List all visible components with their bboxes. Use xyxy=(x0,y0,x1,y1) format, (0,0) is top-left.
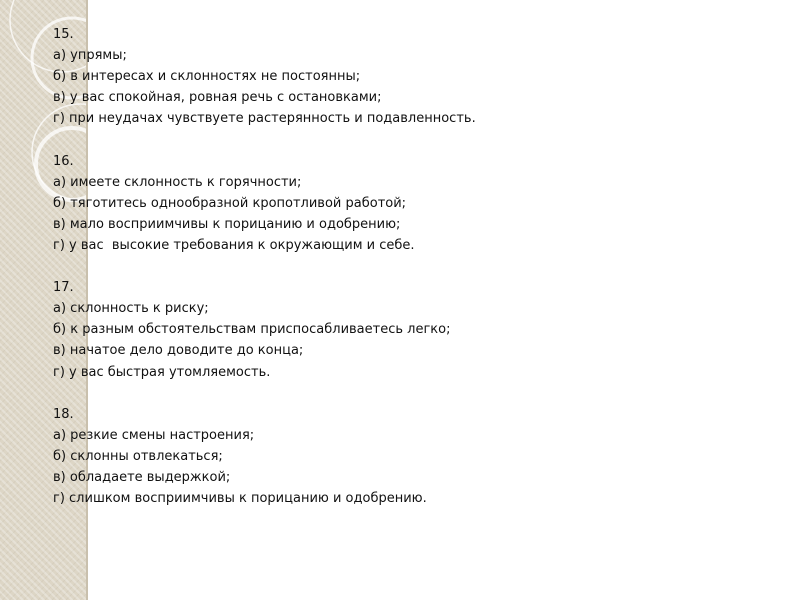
question-block xyxy=(53,404,773,509)
answer-option: г) у вас быстрая утомляемость. xyxy=(53,364,271,380)
question-block xyxy=(53,151,773,256)
answer-option: б) в интересах и склонностях не постоянны; xyxy=(53,69,361,85)
answer-option: а) склонность к риску; xyxy=(53,301,209,317)
answer-option: в) у вас спокойная, ровная речь с остановками; xyxy=(53,90,382,106)
answer-option: в) обладаете выдержкой; xyxy=(53,469,231,485)
answer-option: в) начатое дело доводите до конца; xyxy=(53,343,304,359)
question-number: 15. xyxy=(53,27,74,42)
answer-option: б) тяготитесь однообразной кропотливой работой; xyxy=(53,195,407,211)
answer-option: б) к разным обстоятельствам приспосабливаетесь легко; xyxy=(53,322,451,338)
answer-option: б) склонны отвлекаться; xyxy=(53,448,223,464)
answer-option: а) упрямы; xyxy=(53,48,127,64)
question-block xyxy=(53,277,773,382)
question-number: 18. xyxy=(53,406,74,422)
question-number: 17. xyxy=(53,280,74,296)
answer-option: а) резкие смены настроения; xyxy=(53,427,255,443)
answer-option: г) слишком восприимчивы к порицанию и одобрению. xyxy=(53,491,427,507)
question-block xyxy=(53,24,773,129)
answer-option: г) у вас высокие требования к окружающим и себе. xyxy=(53,237,415,253)
answer-option: г) при неудачах чувствуете растерянность и подавленность. xyxy=(53,111,476,127)
question-number: 16. xyxy=(53,153,74,169)
questions-content xyxy=(53,24,773,530)
answer-option: в) мало восприимчивы к порицанию и одобрению; xyxy=(53,216,401,232)
answer-option: а) имеете склонность к горячности; xyxy=(53,174,302,190)
